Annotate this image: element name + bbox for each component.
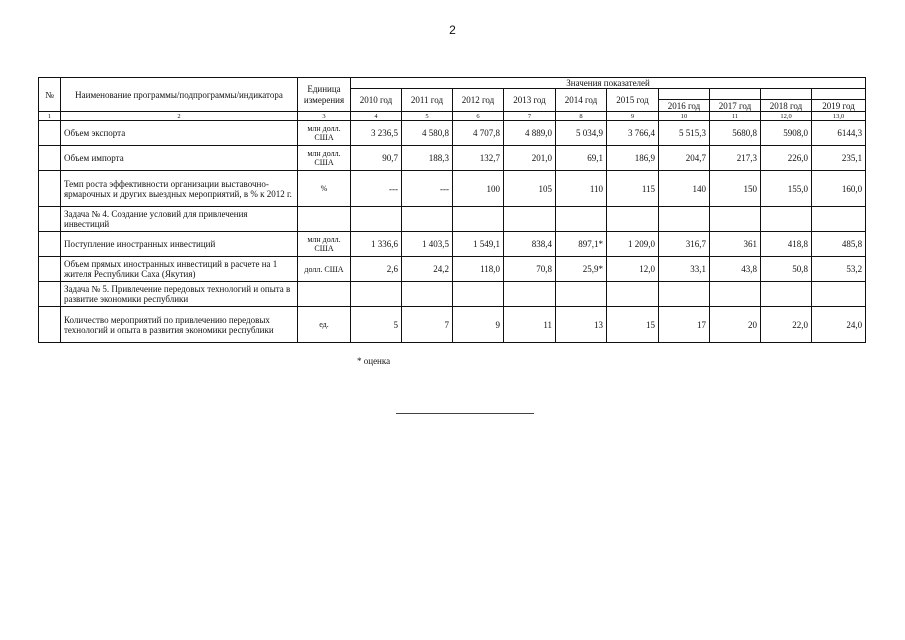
table-row xyxy=(39,146,866,171)
value-cell: 485,8 xyxy=(812,232,866,257)
value-cell: 1 549,1 xyxy=(453,232,504,257)
row-num-cell xyxy=(39,146,61,171)
index-cell: 1 xyxy=(39,112,61,121)
value-cell xyxy=(351,207,402,232)
index-cell: 13,0 xyxy=(812,112,866,121)
value-cell: 1 209,0 xyxy=(607,232,659,257)
value-cell: 897,1* xyxy=(556,232,607,257)
header-unit: Единица измерения xyxy=(298,78,351,112)
row-num-cell xyxy=(39,207,61,232)
value-cell: 155,0 xyxy=(761,171,812,207)
value-cell: 201,0 xyxy=(504,146,556,171)
table-row xyxy=(39,121,866,146)
value-cell xyxy=(453,207,504,232)
unit-cell xyxy=(298,282,351,307)
value-cell: 150 xyxy=(710,171,761,207)
indicator-name-cell: Количество мероприятий по привлечению передовых технологий и опыта в развития экономики республики xyxy=(61,307,298,343)
indicator-name-cell: Объем экспорта xyxy=(61,121,298,146)
header-spacer xyxy=(761,89,812,100)
value-cell: 1 403,5 xyxy=(402,232,453,257)
value-cell: 5 034,9 xyxy=(556,121,607,146)
value-cell: 316,7 xyxy=(659,232,710,257)
value-cell xyxy=(351,282,402,307)
value-cell: 132,7 xyxy=(453,146,504,171)
value-cell xyxy=(402,282,453,307)
row-num-cell xyxy=(39,232,61,257)
value-cell: 53,2 xyxy=(812,257,866,282)
page-number: 2 xyxy=(449,23,456,37)
indicators-table xyxy=(38,77,866,343)
value-cell: 3 766,4 xyxy=(607,121,659,146)
table-row xyxy=(39,282,866,307)
value-cell xyxy=(607,207,659,232)
header-values-group: Значения показателей xyxy=(351,78,866,89)
index-cell: 11 xyxy=(710,112,761,121)
indicator-name-cell: Задача № 5. Привлечение передовых технологий и опыта в развитие экономики республики xyxy=(61,282,298,307)
value-cell: 33,1 xyxy=(659,257,710,282)
value-cell: --- xyxy=(402,171,453,207)
value-cell xyxy=(761,282,812,307)
value-cell: 361 xyxy=(710,232,761,257)
unit-cell: млн долл. США xyxy=(298,232,351,257)
value-cell: 11 xyxy=(504,307,556,343)
value-cell: --- xyxy=(351,171,402,207)
row-num-cell xyxy=(39,282,61,307)
index-cell: 6 xyxy=(453,112,504,121)
value-cell: 204,7 xyxy=(659,146,710,171)
header-year: 2011 год xyxy=(402,89,453,112)
header-year: 2015 год xyxy=(607,89,659,112)
value-cell: 25,9* xyxy=(556,257,607,282)
header-name: Наименование программы/подпрограммы/индикатора xyxy=(61,78,298,112)
separator-line xyxy=(396,413,534,414)
index-cell: 9 xyxy=(607,112,659,121)
header-spacer xyxy=(659,89,710,100)
value-cell: 100 xyxy=(453,171,504,207)
value-cell: 22,0 xyxy=(761,307,812,343)
value-cell: 20 xyxy=(710,307,761,343)
index-cell: 2 xyxy=(61,112,298,121)
value-cell xyxy=(556,207,607,232)
unit-cell: % xyxy=(298,171,351,207)
header-year: 2010 год xyxy=(351,89,402,112)
unit-cell: ед. xyxy=(298,307,351,343)
value-cell: 110 xyxy=(556,171,607,207)
unit-cell: млн долл. США xyxy=(298,146,351,171)
value-cell: 12,0 xyxy=(607,257,659,282)
value-cell: 24,0 xyxy=(812,307,866,343)
value-cell: 5 xyxy=(351,307,402,343)
value-cell: 50,8 xyxy=(761,257,812,282)
value-cell: 69,1 xyxy=(556,146,607,171)
indicator-name-cell: Поступление иностранных инвестиций xyxy=(61,232,298,257)
value-cell: 217,3 xyxy=(710,146,761,171)
value-cell: 118,0 xyxy=(453,257,504,282)
table-row xyxy=(39,232,866,257)
value-cell: 70,8 xyxy=(504,257,556,282)
row-num-cell xyxy=(39,307,61,343)
header-num: № xyxy=(39,78,61,112)
value-cell: 105 xyxy=(504,171,556,207)
value-cell: 5 515,3 xyxy=(659,121,710,146)
value-cell xyxy=(504,207,556,232)
unit-cell: долл. США xyxy=(298,257,351,282)
value-cell: 188,3 xyxy=(402,146,453,171)
table-row xyxy=(39,257,866,282)
unit-cell: млн долл. США xyxy=(298,121,351,146)
value-cell: 5680,8 xyxy=(710,121,761,146)
value-cell: 418,8 xyxy=(761,232,812,257)
table-row xyxy=(39,207,866,232)
value-cell xyxy=(402,207,453,232)
index-cell: 5 xyxy=(402,112,453,121)
index-cell: 12,0 xyxy=(761,112,812,121)
indicator-name-cell: Темп роста эффективности организации выставочно-ярмарочных и других выездных мероприятий, в % к 2012 г. xyxy=(61,171,298,207)
value-cell: 7 xyxy=(402,307,453,343)
value-cell: 2,6 xyxy=(351,257,402,282)
value-cell xyxy=(556,282,607,307)
value-cell: 160,0 xyxy=(812,171,866,207)
value-cell xyxy=(710,207,761,232)
unit-cell xyxy=(298,207,351,232)
value-cell: 15 xyxy=(607,307,659,343)
value-cell: 9 xyxy=(453,307,504,343)
value-cell xyxy=(659,207,710,232)
footnote: * оценка xyxy=(357,356,391,366)
value-cell xyxy=(453,282,504,307)
header-year: 2013 год xyxy=(504,89,556,112)
value-cell: 1 336,6 xyxy=(351,232,402,257)
value-cell xyxy=(812,282,866,307)
header-spacer xyxy=(812,89,866,100)
index-cell: 3 xyxy=(298,112,351,121)
value-cell: 3 236,5 xyxy=(351,121,402,146)
value-cell: 140 xyxy=(659,171,710,207)
value-cell xyxy=(761,207,812,232)
value-cell: 17 xyxy=(659,307,710,343)
value-cell: 24,2 xyxy=(402,257,453,282)
row-num-cell xyxy=(39,257,61,282)
table-row xyxy=(39,307,866,343)
value-cell xyxy=(710,282,761,307)
table-row xyxy=(39,171,866,207)
value-cell: 4 889,0 xyxy=(504,121,556,146)
value-cell xyxy=(607,282,659,307)
header-year: 2012 год xyxy=(453,89,504,112)
value-cell xyxy=(812,207,866,232)
header-year: 2018 год xyxy=(761,100,812,112)
index-cell: 7 xyxy=(504,112,556,121)
header-spacer xyxy=(710,89,761,100)
indicator-name-cell: Объем импорта xyxy=(61,146,298,171)
value-cell: 90,7 xyxy=(351,146,402,171)
index-cell: 8 xyxy=(556,112,607,121)
value-cell: 838,4 xyxy=(504,232,556,257)
value-cell: 4 580,8 xyxy=(402,121,453,146)
indicator-name-cell: Объем прямых иностранных инвестиций в расчете на 1 жителя Республики Саха (Якутия) xyxy=(61,257,298,282)
row-num-cell xyxy=(39,121,61,146)
value-cell xyxy=(659,282,710,307)
value-cell: 5908,0 xyxy=(761,121,812,146)
row-num-cell xyxy=(39,171,61,207)
value-cell: 43,8 xyxy=(710,257,761,282)
value-cell: 4 707,8 xyxy=(453,121,504,146)
value-cell: 226,0 xyxy=(761,146,812,171)
header-year: 2017 год xyxy=(710,100,761,112)
value-cell xyxy=(504,282,556,307)
header-year: 2019 год xyxy=(812,100,866,112)
value-cell: 186,9 xyxy=(607,146,659,171)
value-cell: 13 xyxy=(556,307,607,343)
value-cell: 235,1 xyxy=(812,146,866,171)
header-year: 2016 год xyxy=(659,100,710,112)
value-cell: 6144,3 xyxy=(812,121,866,146)
index-cell: 4 xyxy=(351,112,402,121)
header-year: 2014 год xyxy=(556,89,607,112)
index-cell: 10 xyxy=(659,112,710,121)
value-cell: 115 xyxy=(607,171,659,207)
indicator-name-cell: Задача № 4. Создание условий для привлечения инвестиций xyxy=(61,207,298,232)
